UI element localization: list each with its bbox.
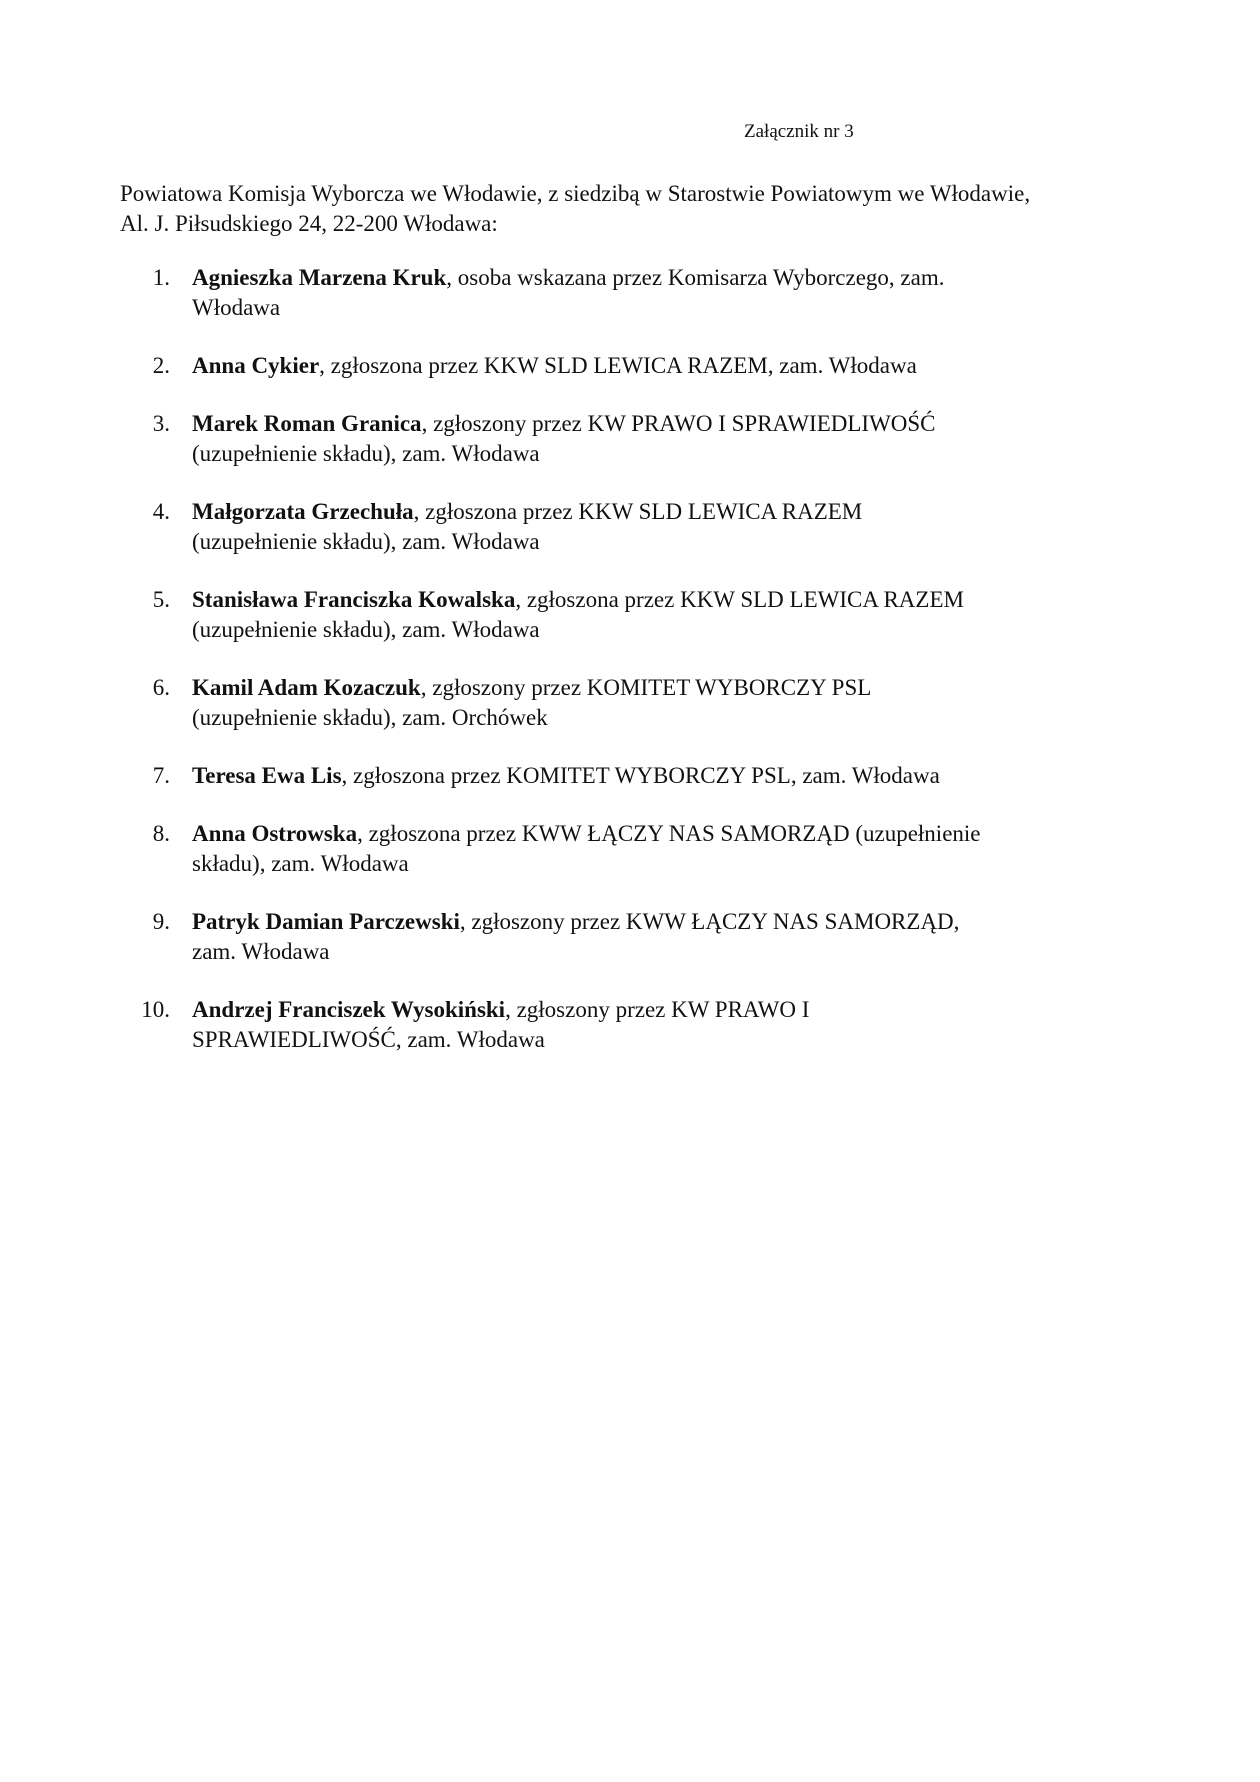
member-details-line-2: (uzupełnienie składu), zam. Orchówek [192, 705, 548, 730]
member-details-line-2: (uzupełnienie składu), zam. Włodawa [192, 441, 540, 466]
member-name: Andrzej Franciszek Wysokiński [192, 997, 506, 1022]
list-item [120, 351, 1160, 381]
intro-line-1: Powiatowa Komisja Wyborcza we Włodawie, z siedzibą w Starostwie Powiatowym we Włodawie, [120, 181, 1031, 206]
member-name: Anna Ostrowska [192, 821, 358, 846]
member-details: , zgłoszony przez KOMITET WYBORCZY PSL [420, 675, 872, 700]
member-details: , zgłoszona przez KKW SLD LEWICA RAZEM [413, 499, 863, 524]
member-details: , osoba wskazana przez Komisarza Wyborczego, zam. [446, 265, 945, 290]
item-number: 8. [152, 821, 170, 846]
item-number: 6. [152, 675, 170, 700]
intro-line-2: Al. J. Piłsudskiego 24, 22-200 Włodawa: [120, 211, 498, 236]
member-details: , zgłoszona przez KOMITET WYBORCZY PSL, zam. Włodawa [341, 763, 940, 788]
member-name: Patryk Damian Parczewski [192, 909, 460, 934]
annex-label: Załącznik nr 3 [744, 121, 854, 142]
list-item [120, 907, 1160, 967]
member-name: Małgorzata Grzechuła [192, 499, 414, 524]
list-item [120, 585, 1160, 645]
member-details-line-2: (uzupełnienie składu), zam. Włodawa [192, 617, 540, 642]
member-details: , zgłoszony przez KWW ŁĄCZY NAS SAMORZĄD, [459, 909, 960, 934]
list-item [120, 673, 1160, 733]
member-details: , zgłoszona przez KKW SLD LEWICA RAZEM, zam. Włodawa [319, 353, 917, 378]
member-details: , zgłoszona przez KKW SLD LEWICA RAZEM [515, 587, 964, 612]
list-item [120, 819, 1160, 879]
member-details-line-2: (uzupełnienie składu), zam. Włodawa [192, 529, 540, 554]
item-number: 7. [152, 763, 170, 788]
member-name: Anna Cykier [192, 353, 320, 378]
member-name: Teresa Ewa Lis [192, 763, 342, 788]
list-item [120, 409, 1160, 469]
list-item [120, 995, 1160, 1055]
item-number: 5. [152, 587, 170, 612]
member-details: , zgłoszony przez KW PRAWO I [505, 997, 810, 1022]
member-name: Kamil Adam Kozaczuk [192, 675, 421, 700]
item-number: 9. [152, 909, 170, 934]
members-list [120, 263, 1160, 1083]
member-name: Marek Roman Granica [192, 411, 422, 436]
item-number: 3. [152, 411, 170, 436]
list-item [120, 761, 1160, 791]
list-item [120, 263, 1160, 323]
member-details-line-2: SPRAWIEDLIWOŚĆ, zam. Włodawa [192, 1027, 545, 1052]
item-number: 4. [152, 499, 170, 524]
member-details: , zgłoszona przez KWW ŁĄCZY NAS SAMORZĄD (uzupełnienie [357, 821, 981, 846]
member-details-line-2: składu), zam. Włodawa [192, 851, 409, 876]
intro-paragraph [120, 179, 1160, 239]
member-name: Agnieszka Marzena Kruk [192, 265, 447, 290]
member-details-line-2: Włodawa [192, 295, 281, 320]
item-number: 2. [152, 353, 170, 378]
member-details-line-2: zam. Włodawa [192, 939, 330, 964]
member-name: Stanisława Franciszka Kowalska [192, 587, 516, 612]
item-number: 10. [141, 997, 170, 1022]
item-number: 1. [152, 265, 170, 290]
list-item [120, 497, 1160, 557]
member-details: , zgłoszony przez KW PRAWO I SPRAWIEDLIWOŚĆ [421, 411, 936, 436]
